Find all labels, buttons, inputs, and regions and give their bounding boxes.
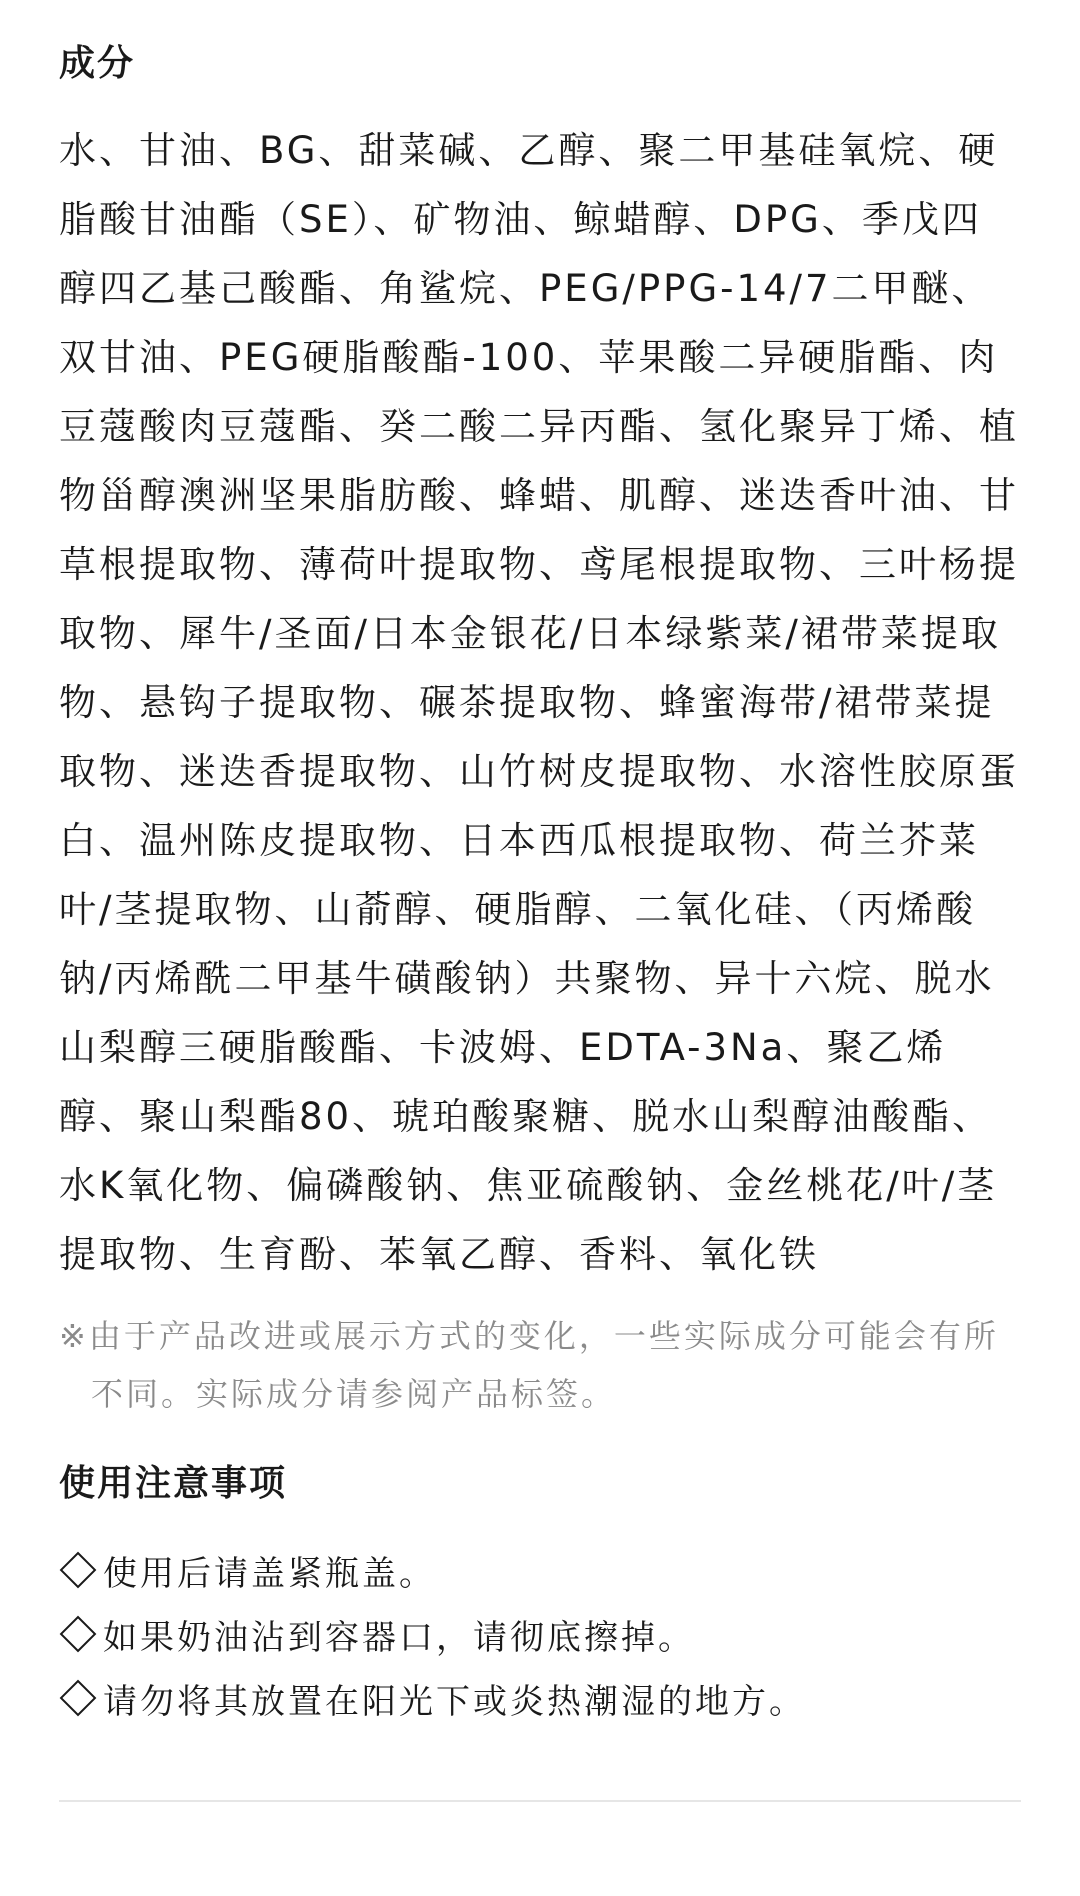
ingredients-disclaimer-note: ※由于产品改进或展示方式的变化，一些实际成分可能会有所不同。实际成分请参阅产品标签。 bbox=[59, 1317, 999, 1413]
caution-item bbox=[59, 1666, 1021, 1730]
caution-item-text: 请勿将其放置在阳光下或炎热潮湿的地方。 bbox=[103, 1681, 806, 1722]
caution-item bbox=[59, 1602, 1021, 1666]
ingredients-list-text: 水、甘油、BG、甜菜碱、乙醇、聚二甲基硅氧烷、硬脂酸甘油酯（SE）、矿物油、鲸蜡醇、DPG、季戊四醇四乙基己酸酯、角鲨烷、PEG/PPG-14/7二甲醚、双甘油、PEG硬脂酸酯-100、苹果酸二异硬脂酯、肉豆蔻酸肉豆蔻酯、癸二酸二异丙酯、氢化聚异丁烯、植物甾醇澳洲坚果脂肪酸、蜂蜡、肌醇、迷迭香叶油、甘草根提取物、薄荷叶提取物、鸢尾根提取物、三叶杨提取物、犀牛/圣面/日本金银花/日本绿紫菜/裙带菜提取物、悬钩子提取物、碾茶提取物、蜂蜜海带/裙带菜提取物、迷迭香提取物、山竹树皮提取物、水溶性胶原蛋白、温州陈皮提取物、日本西瓜根提取物、荷兰芥菜叶/茎提取物、山萮醇、硬脂醇、二氧化硅、（丙烯酸钠/丙烯酰二甲基牛磺酸钠）共聚物、异十六烷、脱水山梨醇三硬脂酸酯、卡波姆、EDTA-3Na、聚乙烯醇、聚山梨酯80、琥珀酸聚糖、脱水山梨醇油酸酯、水K氧化物、偏磷酸钠、焦亚硫酸钠、金丝桃花/叶/茎提取物、生育酚、苯氧乙醇、香料、氧化铁 bbox=[59, 129, 1019, 1276]
diamond-bullet-icon bbox=[60, 1680, 97, 1717]
cautions-title: 使用注意事项 bbox=[59, 1463, 288, 1504]
caution-item-text: 使用后请盖紧瓶盖。 bbox=[103, 1553, 436, 1594]
diamond-bullet-icon bbox=[60, 1552, 97, 1589]
diamond-bullet-icon bbox=[60, 1616, 97, 1653]
section-divider bbox=[59, 1800, 1021, 1802]
caution-item-text: 如果奶油沾到容器口，请彻底擦掉。 bbox=[103, 1617, 695, 1658]
caution-item bbox=[59, 1538, 1021, 1602]
ingredients-title: 成分 bbox=[59, 43, 136, 84]
cautions-list bbox=[59, 1538, 1021, 1730]
